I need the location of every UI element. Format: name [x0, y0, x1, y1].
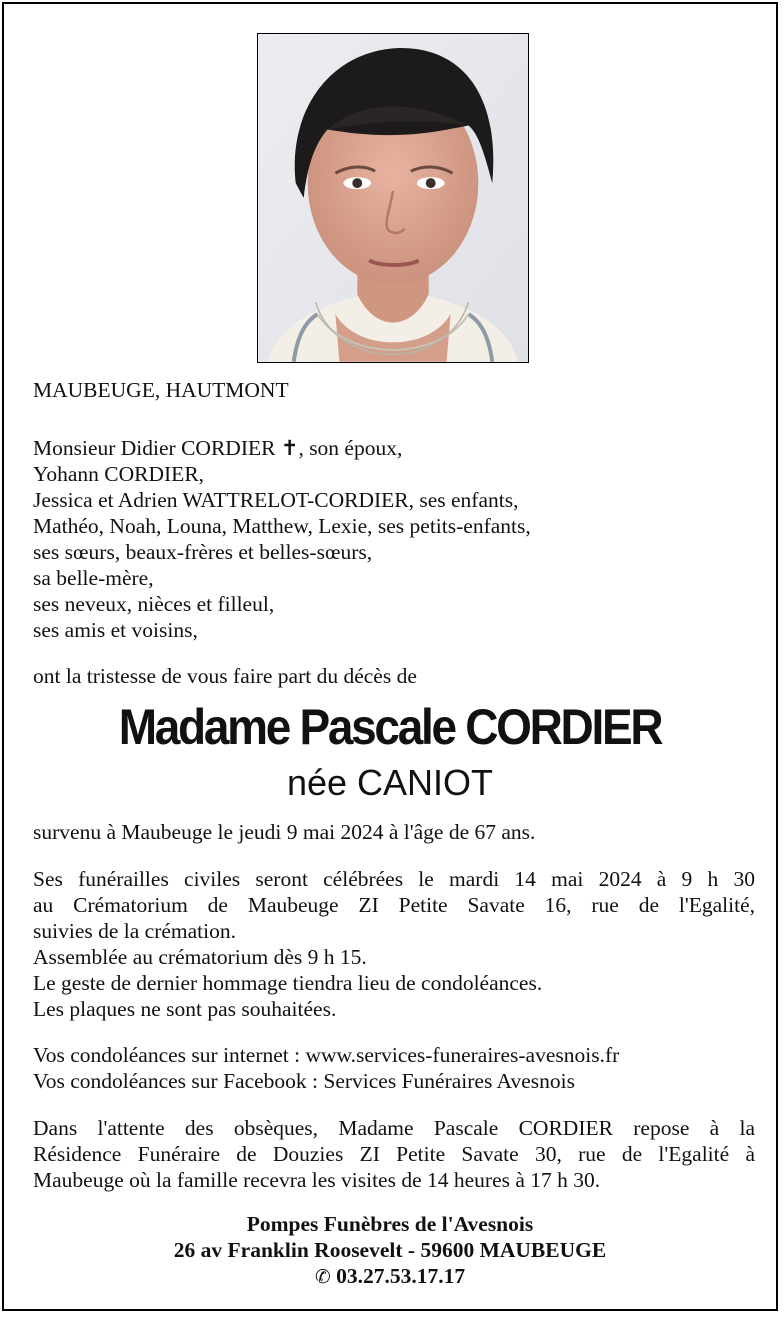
family-line: ses neveux, nièces et filleul,	[33, 592, 275, 616]
deceased-name: Madame Pascale CORDIER	[118, 699, 662, 755]
locations: MAUBEUGE, HAUTMONT	[33, 378, 289, 402]
funeral-home-name: Pompes Funèbres de l'Avesnois	[246, 1212, 534, 1236]
rest-line: Dans l'attente des obsèques, Madame Pascale CORDIER repose à la	[33, 1116, 755, 1140]
family-line: Monsieur Didier CORDIER ✝, son époux,	[33, 436, 403, 460]
family-line: ses sœurs, beaux-frères et belles-sœurs,	[33, 540, 373, 564]
family-list	[33, 435, 755, 643]
rest-line: Maubeuge où la famille recevra les visites de 14 heures à 17 h 30.	[33, 1168, 601, 1192]
announcement: ont la tristesse de vous faire part du décès de	[33, 664, 417, 688]
family-line: ses amis et voisins,	[33, 618, 198, 642]
funeral-line: au Crématorium de Maubeuge ZI Petite Savate 16, rue de l'Egalité,	[33, 893, 755, 917]
funeral-line: Les plaques ne sont pas souhaitées.	[33, 997, 337, 1021]
funeral-home-address: 26 av Franklin Roosevelt - 59600 MAUBEUGE	[173, 1238, 607, 1262]
death-info: survenu à Maubeuge le jeudi 9 mai 2024 à l'âge de 67 ans.	[33, 820, 536, 844]
family-line: Jessica et Adrien WATTRELOT-CORDIER, ses enfants,	[33, 488, 519, 512]
condolences-internet: Vos condoléances sur internet : www.services-funeraires-avesnois.fr	[33, 1043, 620, 1067]
rest-details	[33, 1115, 755, 1193]
maiden-name: née CANIOT	[286, 762, 494, 803]
family-line: sa belle-mère,	[33, 566, 154, 590]
funeral-home-info	[4, 1211, 776, 1290]
funeral-line: Ses funérailles civiles seront célébrées le mardi 14 mai 2024 à 9 h 30	[33, 867, 755, 891]
rest-line: Résidence Funéraire de Douzies ZI Petite Savate 30, rue de l'Egalité à	[33, 1142, 755, 1166]
family-line: Mathéo, Noah, Louna, Matthew, Lexie, ses petits-enfants,	[33, 514, 531, 538]
funeral-home-phone: ✆ 03.27.53.17.17	[314, 1264, 466, 1288]
cross-icon: ✝	[280, 436, 299, 460]
phone-icon: ✆	[314, 1266, 331, 1288]
condolences-facebook: Vos condoléances sur Facebook : Services Funéraires Avesnois	[33, 1069, 575, 1093]
condolences	[33, 1042, 755, 1094]
funeral-line: Assemblée au crématorium dès 9 h 15.	[33, 945, 367, 969]
portrait-photo	[257, 33, 529, 363]
obituary-notice	[2, 2, 778, 1311]
funeral-details	[33, 866, 755, 1022]
family-line: Yohann CORDIER,	[33, 462, 205, 486]
funeral-line: Le geste de dernier hommage tiendra lieu de condoléances.	[33, 971, 543, 995]
funeral-line: suivies de la crémation.	[33, 919, 236, 943]
